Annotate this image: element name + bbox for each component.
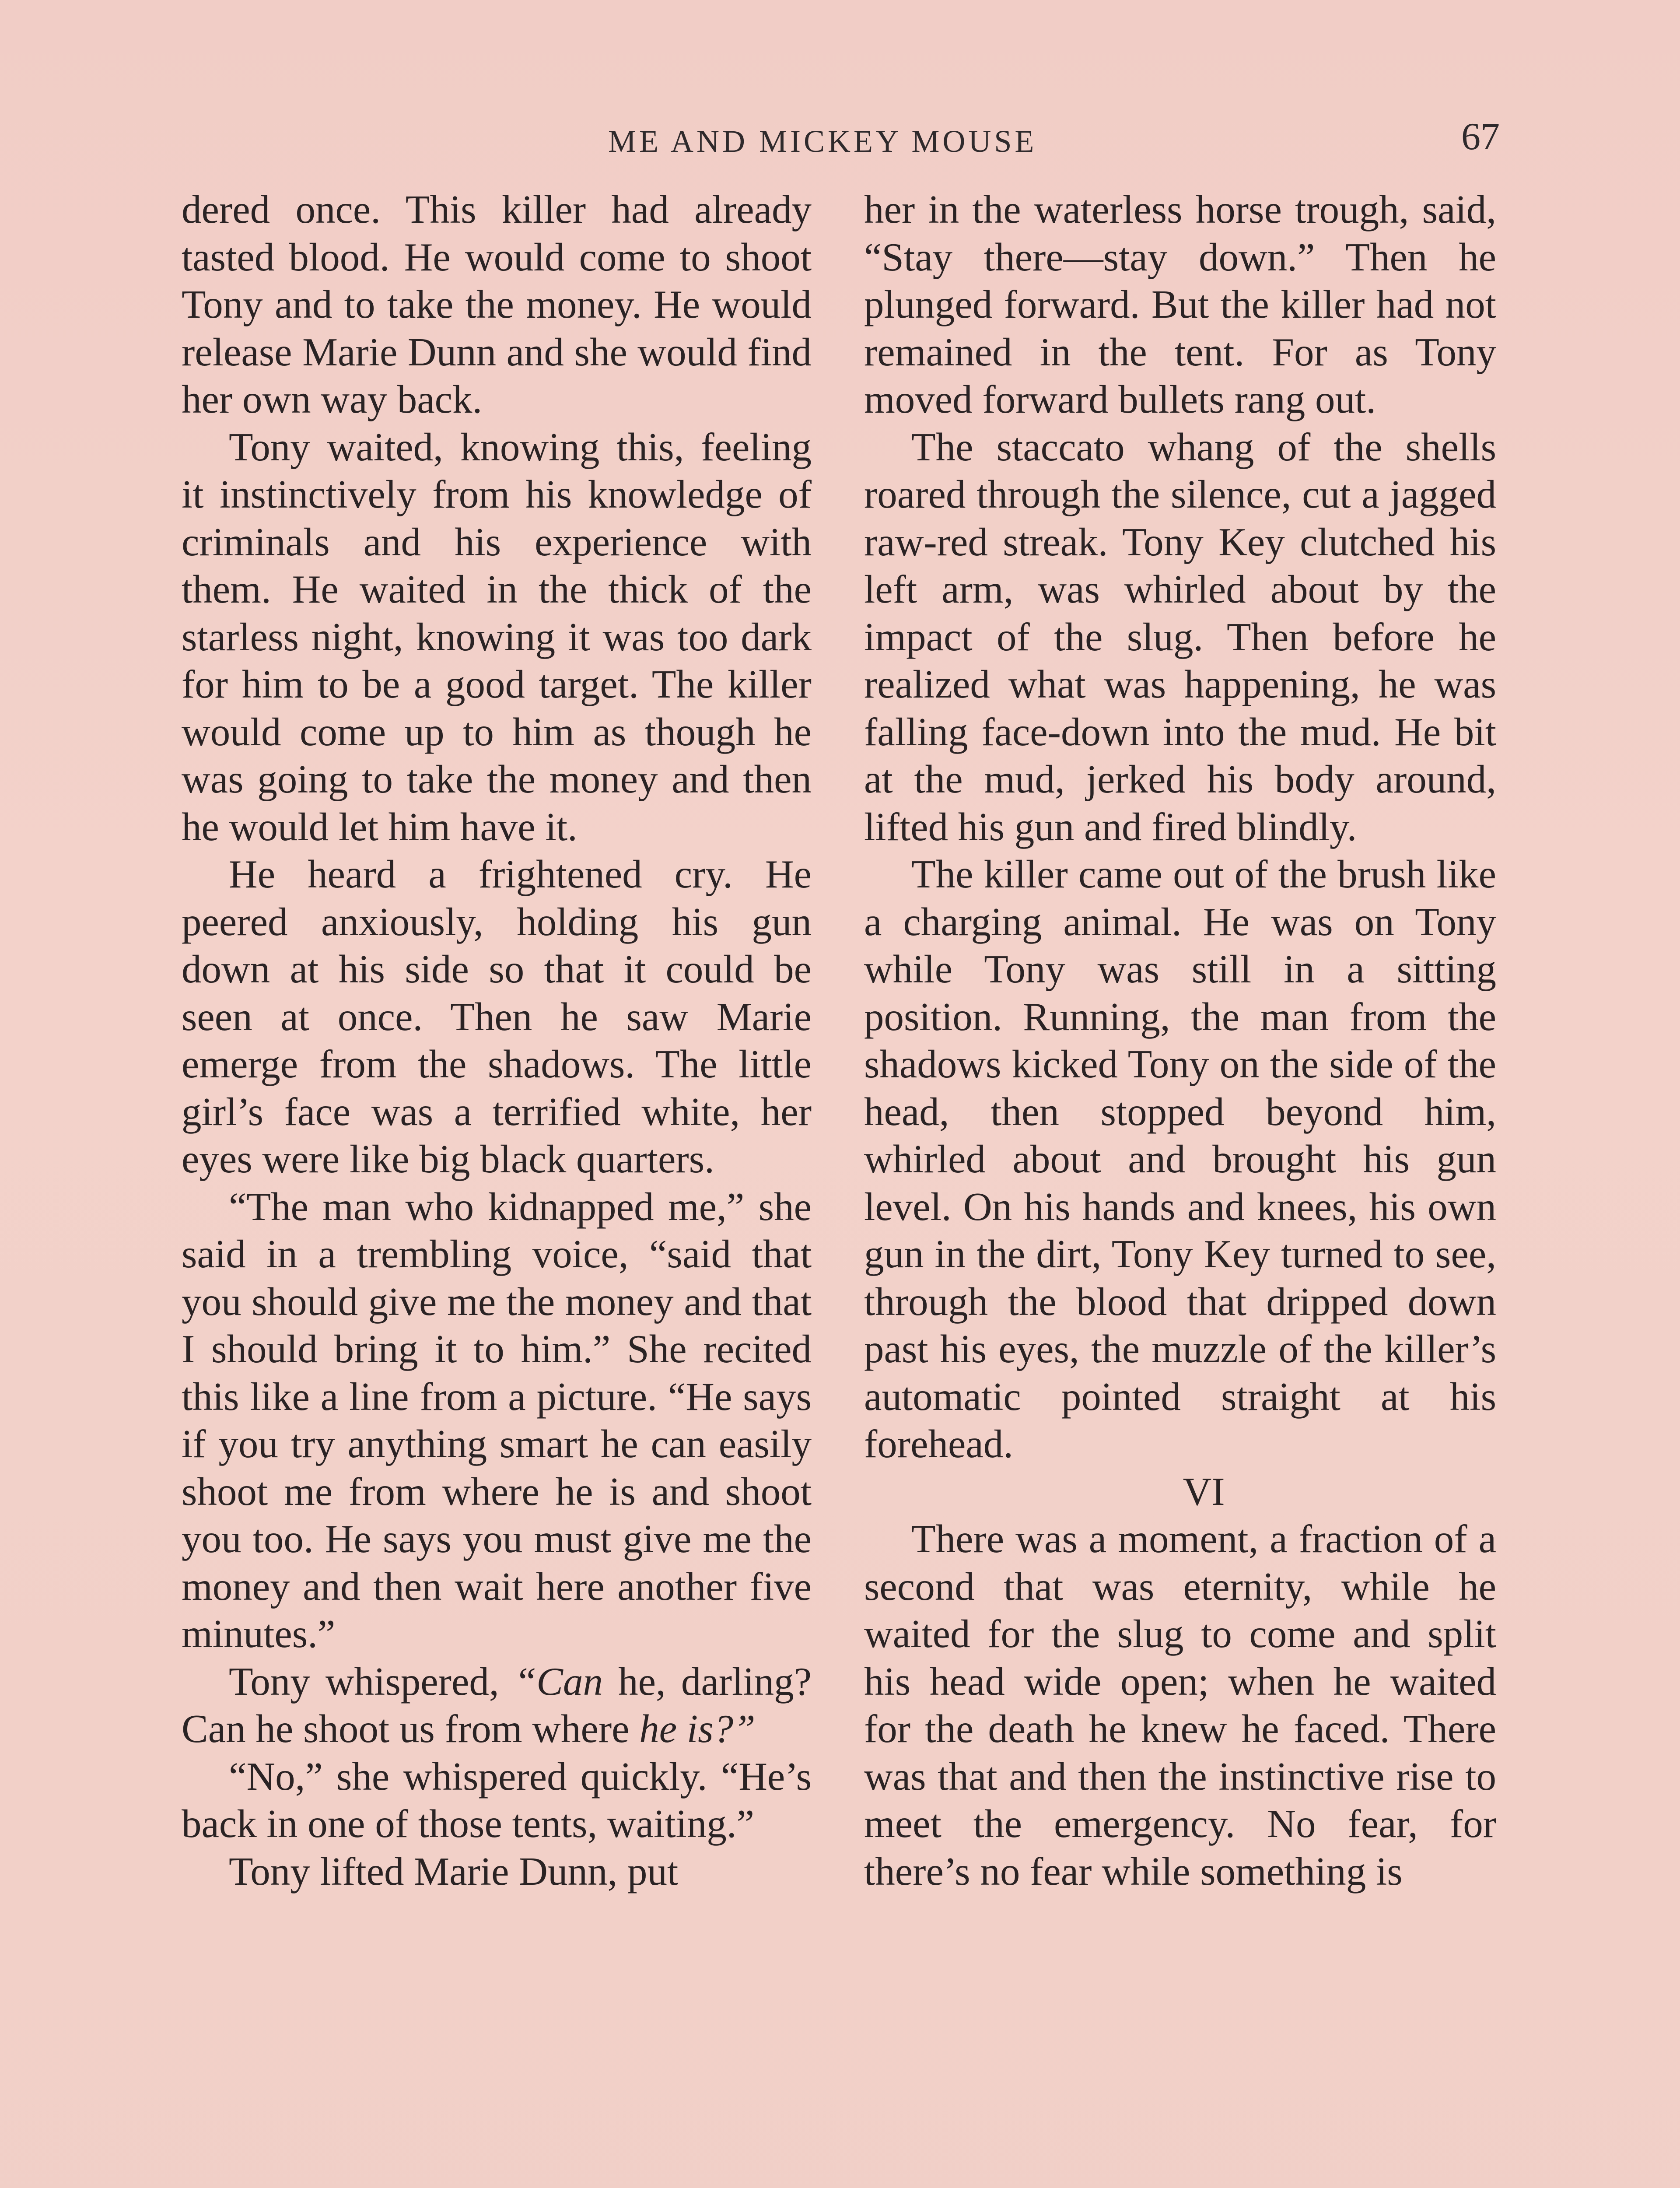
paragraph: There was a moment, a fraction of a second that was eternity, while he waited for the slug to come and split his head wide open; when he waited for the death he knew he faced. There was that and then the instinctive rise to meet the emergency. No fear, for there’s no fear while something is <box>864 1517 1496 1893</box>
paragraph <box>182 1658 812 1753</box>
paragraph: Tony waited, knowing this, feeling it instinctively from his knowledge of criminals and his experience with them. He waited in the thick of the starless night, knowing it was too dark for him to be a good target. The killer would come up to him as though he was going to take the money and then he would let him have it. <box>182 424 812 849</box>
right-column <box>864 186 1496 1895</box>
text-run: Tony whispered, <box>229 1659 514 1704</box>
paragraph: “No,” she whispered quickly. “He’s back in one of those tents, waiting.” <box>182 1754 812 1846</box>
italic-text-run: “Can <box>514 1659 603 1704</box>
paragraph: dered once. This killer had already tasted blood. He would come to shoot Tony and to take the money. He would release Marie Dunn and she would find her own way back. <box>182 187 812 421</box>
text-run: he, darling? Can he shoot us from where <box>182 1659 812 1751</box>
left-column <box>182 186 812 1895</box>
paragraph: He heard a frightened cry. He peered anxiously, holding his gun down at his side so that it could be seen at once. Then he saw Marie emerge from the shadows. The little girl’s face was a terrified white, her eyes were like big black quarters. <box>182 852 812 1181</box>
running-title: ME AND MICKEY MOUSE <box>608 124 1037 159</box>
paragraph: The killer came out of the brush like a charging animal. He was on Tony while Tony was still in a sitting position. Running, the man from the shadows kicked Tony on the side of the head, then stopped beyond him, whirled about and brought his gun level. On his hands and knees, his own gun in the dirt, Tony Key turned to see, through the blood that dripped down past his eyes, the muzzle of the killer’s automatic pointed straight at his forehead. <box>864 852 1496 1466</box>
paragraph: “The man who kidnapped me,” she said in a trembling voice, “said that you should give me the money and that I should bring it to him.” She recited this like a line from a picture. “He says if you try anything smart he can easily shoot me from where he is and shoot you too. He says you must give me the money and then wait here another five minutes.” <box>182 1184 812 1656</box>
paragraph: The staccato whang of the shells roared through the silence, cut a jagged raw-red streak. Tony Key clutched his left arm, was whirled about by the impact of the slug. Then before he realized what was happening, he was falling face-down into the mud. He bit at the mud, jerked his body around, lifted his gun and fired blindly. <box>864 424 1496 849</box>
section-heading: VI <box>1183 1469 1225 1514</box>
paragraph: Tony lifted Marie Dunn, put <box>229 1849 679 1893</box>
paragraph: her in the waterless horse trough, said, “Stay there—stay down.” Then he plunged forward. But the killer had not remained in the tent. For as Tony moved forward bullets rang out. <box>864 187 1496 421</box>
italic-text-run: he is?” <box>639 1707 756 1751</box>
page-number: 67 <box>1461 116 1500 158</box>
